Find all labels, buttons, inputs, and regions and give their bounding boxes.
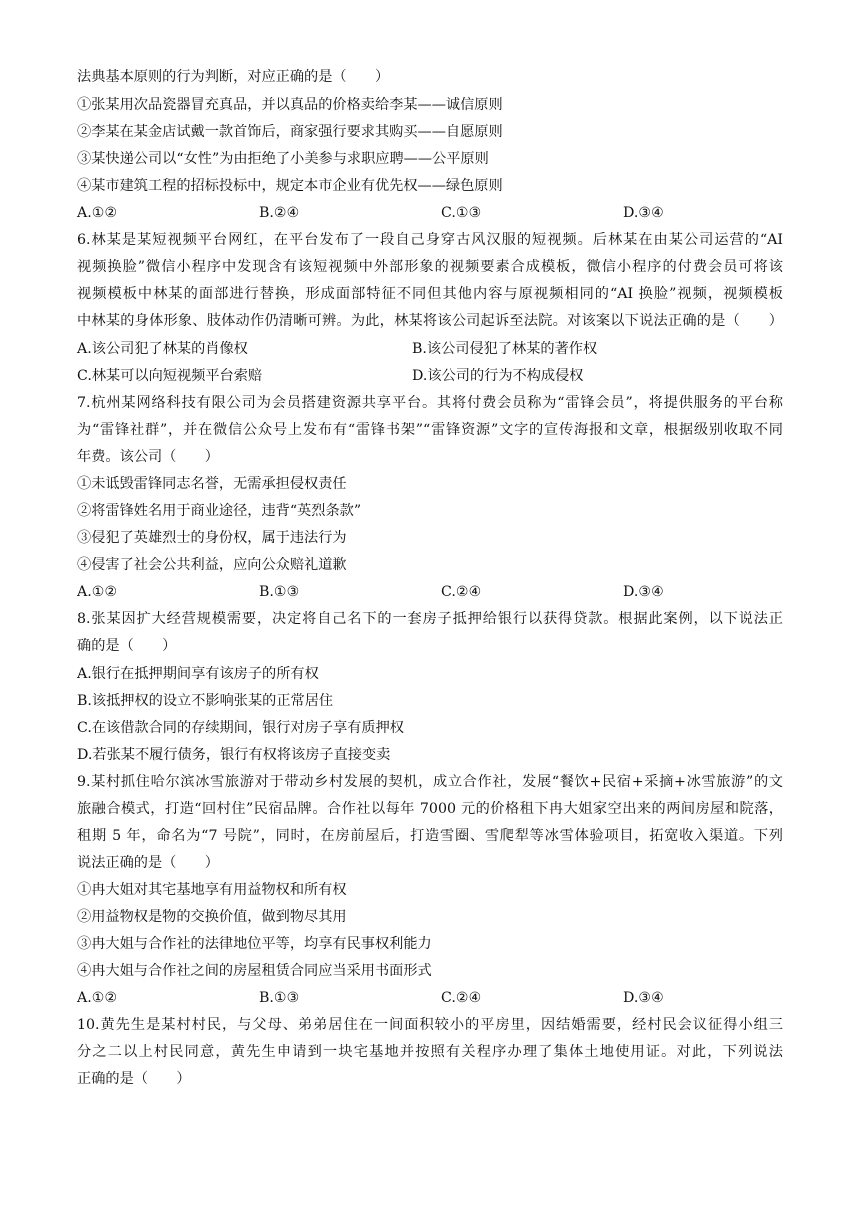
q9-stem-line-2: 旅融合模式，打造“回村住”民宿品牌。合作社以每年 7000 元的价格租下冉大姐家空出来的两间房屋和院落， [77,801,783,817]
q8-stem-line-1: 8.张某因扩大经营规模需要，决定将自己名下的一套房子抵押给银行以获得贷款。根据此案例，以下说法正 [77,611,783,627]
q5-item-1: ①张某用次品瓷器冒充真品，并以真品的价格卖给李某——诚信原则 [77,97,503,113]
q6-option-d: D.该公司的行为不构成侵权 [412,368,584,384]
q5-option-c: C.①③ [441,205,482,221]
q9-stem-line-4: 说法正确的是（ ） [77,855,219,871]
q5-option-a: A.①② [77,205,118,221]
q6-option-b: B.该公司侵犯了林某的著作权 [412,341,598,357]
q7-option-a: A.①② [77,584,118,600]
q10-stem-line-1: 10.黄先生是某村村民，与父母、弟弟居住在一间面积较小的平房里，因结婚需要，经村民会议征得小组三 [77,1017,783,1033]
q10-stem-line-2: 分之二以上村民同意，黄先生申请到一块宅基地并按照有关程序办理了集体土地使用证。对此，下列说法 [77,1044,783,1060]
q7-item-3: ③侵犯了英雄烈士的身份权，属于违法行为 [77,530,347,546]
q7-item-4: ④侵害了社会公共利益，应向公众赔礼道歉 [77,557,347,573]
q8-option-a: A.银行在抵押期间享有该房子的所有权 [77,666,319,682]
q9-option-c: C.②④ [441,990,482,1006]
q5-item-4: ④某市建筑工程的招标投标中，规定本市企业有优先权——绿色原则 [77,178,503,194]
q5-item-2: ②李某在某金店试戴一款首饰后，商家强行要求其购买——自愿原则 [77,124,503,140]
q7-stem-line-1: 7.杭州某网络科技有限公司为会员搭建资源共享平台。其将付费会员称为“雷锋会员”，将提供服务的平台称 [77,395,783,411]
q9-item-3: ③冉大姐与合作社的法律地位平等，均享有民事权利能力 [77,936,432,952]
q8-option-b: B.该抵押权的设立不影响张某的正常居住 [77,693,334,709]
q6-stem-line-3: 视频模板中林某的面部进行替换，形成面部特征不同但其他内容与原视频相同的“AI 换脸”视频，视频模板 [77,286,783,302]
q5-option-b: B.②④ [259,205,300,221]
q10-stem-line-3: 正确的是（ ） [77,1071,191,1087]
q7-option-d: D.③④ [623,584,664,600]
q5-option-d: D.③④ [623,205,664,221]
q9-item-1: ①冉大姐对其宅基地享有用益物权和所有权 [77,882,347,898]
q7-item-1: ①未诋毁雷锋同志名誉，无需承担侵权责任 [77,476,347,492]
q8-option-c: C.在该借款合同的存续期间，银行对房子享有质押权 [77,720,404,736]
q8-option-d: D.若张某不履行债务，银行有权将该房子直接变卖 [77,747,391,763]
q7-option-b: B.①③ [259,584,300,600]
q5-stem: 法典基本原则的行为判断，对应正确的是（ ） [77,69,390,85]
q6-stem-line-2: 视频换脸”微信小程序中发现含有该短视频中外部形象的视频要素合成模板，微信小程序的付费会员可将该 [77,259,783,275]
q9-item-2: ②用益物权是物的交换价值，做到物尽其用 [77,909,347,925]
q9-item-4: ④冉大姐与合作社之间的房屋租赁合同应当采用书面形式 [77,963,432,979]
q7-item-2: ②将雷锋姓名用于商业途径，违背“英烈条款” [77,503,362,519]
q9-option-d: D.③④ [623,990,664,1006]
q6-option-c: C.林某可以向短视频平台索赔 [77,368,263,384]
q7-option-c: C.②④ [441,584,482,600]
q6-option-a: A.该公司犯了林某的肖像权 [77,341,248,357]
q9-option-b: B.①③ [259,990,300,1006]
q9-stem-line-1: 9.某村抓住哈尔滨冰雪旅游对于带动乡村发展的契机，成立合作社，发展“餐饮+民宿+采摘+冰雪旅游”的文 [77,774,783,790]
q6-stem-line-4: 中林某的身体形象、肢体动作仍清晰可辨。为此，林某将该公司起诉至法院。对该案以下说法正确的是（ ） [77,313,783,329]
q6-stem-line-1: 6.林某是某短视频平台网红，在平台发布了一段自己身穿古风汉服的短视频。后林某在由某公司运营的“AI [77,232,783,248]
q7-stem-line-3: 年费。该公司（ ） [77,449,219,465]
q8-stem-line-2: 确的是（ ） [77,638,177,654]
q7-stem-line-2: 为“雷锋社群”，并在微信公众号上发布有“雷锋书架”“雷锋资源”文字的宣传海报和文章，根据级别收取不同 [77,422,783,438]
q9-stem-line-3: 租期 5 年，命名为“7 号院”，同时，在房前屋后，打造雪圈、雪爬犁等冰雪体验项目，拓宽收入渠道。下列 [77,828,783,844]
q5-item-3: ③某快递公司以“女性”为由拒绝了小美参与求职应聘——公平原则 [77,151,489,167]
q9-option-a: A.①② [77,990,118,1006]
